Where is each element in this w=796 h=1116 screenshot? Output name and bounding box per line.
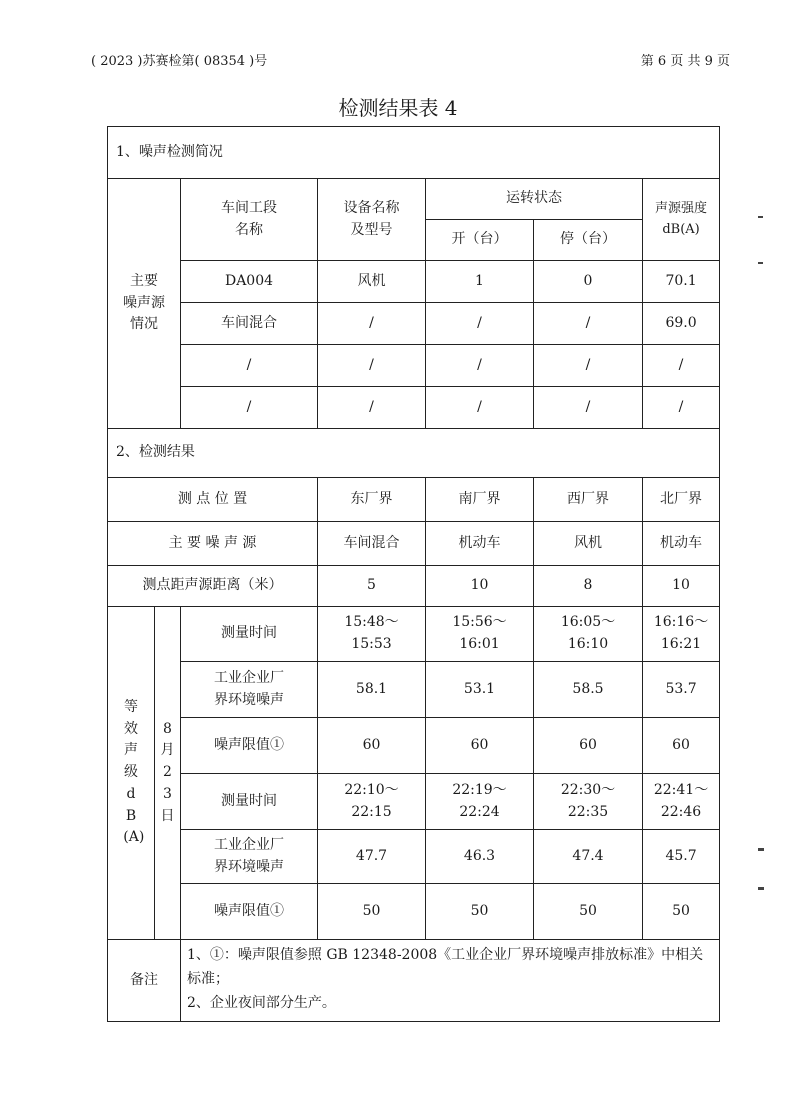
remark-line-1: 1、①：噪声限值参照 GB 12348-2008《工业企业厂界环境噪声排放标准》中相关标准； xyxy=(187,947,704,987)
point-east: 东厂界 xyxy=(318,478,426,522)
remarks-label: 备注 xyxy=(108,940,181,1022)
point-north: 北厂界 xyxy=(643,478,720,522)
night-limit-west: 50 xyxy=(534,884,643,940)
cell-workshop: / xyxy=(181,387,318,429)
cell-off: / xyxy=(534,303,643,345)
night-time-north: 22:41～ 22:46 xyxy=(643,774,720,830)
source-label: 主 要 噪 声 源 xyxy=(108,522,318,566)
col-device-name: 设备名称 及型号 xyxy=(318,179,426,261)
section2-heading: 2、检测结果 xyxy=(108,429,720,478)
page-title: 检测结果表 4 xyxy=(338,96,458,120)
cell-strength: 69.0 xyxy=(643,303,720,345)
cell-on: / xyxy=(426,345,534,387)
day-limit-west: 60 xyxy=(534,718,643,774)
cell-strength: / xyxy=(643,387,720,429)
day-limit-south: 60 xyxy=(426,718,534,774)
scan-speck xyxy=(758,216,763,218)
date-label: 8 月 23 日 xyxy=(155,607,181,940)
point-label: 测 点 位 置 xyxy=(108,478,318,522)
cell-device: 风机 xyxy=(318,261,426,303)
col-off: 停（台） xyxy=(534,220,643,261)
source-north: 机动车 xyxy=(643,522,720,566)
cell-on: 1 xyxy=(426,261,534,303)
day-noise-label: 工业企业厂 界环境噪声 xyxy=(181,662,318,718)
cell-strength: 70.1 xyxy=(643,261,720,303)
cell-device: / xyxy=(318,303,426,345)
night-limit-south: 50 xyxy=(426,884,534,940)
night-noise-east: 47.7 xyxy=(318,830,426,884)
night-limit-north: 50 xyxy=(643,884,720,940)
day-time-south: 15:56～ 16:01 xyxy=(426,607,534,662)
source-row xyxy=(108,345,720,387)
equivalent-level-label: 等 效 声 级 dB (A) xyxy=(108,607,155,940)
night-noise-south: 46.3 xyxy=(426,830,534,884)
col-on: 开（台） xyxy=(426,220,534,261)
results-table-frame xyxy=(107,126,719,1013)
point-south: 南厂界 xyxy=(426,478,534,522)
distance-west: 8 xyxy=(534,566,643,607)
distance-east: 5 xyxy=(318,566,426,607)
cell-on: / xyxy=(426,303,534,345)
cell-workshop: / xyxy=(181,345,318,387)
distance-north: 10 xyxy=(643,566,720,607)
distance-south: 10 xyxy=(426,566,534,607)
page-indicator: 第 6 页 共 9 页 xyxy=(640,54,730,69)
day-noise-east: 58.1 xyxy=(318,662,426,718)
results-table xyxy=(107,126,720,1022)
distance-label: 测点距声源距离（米） xyxy=(108,566,318,607)
day-limit-label: 噪声限值① xyxy=(181,718,318,774)
main-noise-source-label: 主要 噪声源 情况 xyxy=(108,179,181,429)
point-west: 西厂界 xyxy=(534,478,643,522)
night-limit-label: 噪声限值① xyxy=(181,884,318,940)
cell-on: / xyxy=(426,387,534,429)
col-workshop-name: 车间工段 名称 xyxy=(181,179,318,261)
cell-device: / xyxy=(318,387,426,429)
source-east: 车间混合 xyxy=(318,522,426,566)
cell-off: / xyxy=(534,387,643,429)
day-limit-east: 60 xyxy=(318,718,426,774)
night-noise-west: 47.4 xyxy=(534,830,643,884)
col-operating-status: 运转状态 xyxy=(426,179,643,220)
cell-workshop: DA004 xyxy=(181,261,318,303)
day-noise-west: 58.5 xyxy=(534,662,643,718)
day-limit-north: 60 xyxy=(643,718,720,774)
scan-speck xyxy=(758,848,764,851)
day-noise-south: 53.1 xyxy=(426,662,534,718)
night-time-south: 22:19～ 22:24 xyxy=(426,774,534,830)
scan-speck xyxy=(758,887,764,890)
cell-workshop: 车间混合 xyxy=(181,303,318,345)
section1-heading: 1、噪声检测简况 xyxy=(108,127,720,179)
cell-off: / xyxy=(534,345,643,387)
cell-device: / xyxy=(318,345,426,387)
source-row xyxy=(108,261,720,303)
source-west: 风机 xyxy=(534,522,643,566)
night-time-west: 22:30～ 22:35 xyxy=(534,774,643,830)
night-noise-north: 45.7 xyxy=(643,830,720,884)
source-south: 机动车 xyxy=(426,522,534,566)
night-time-label: 测量时间 xyxy=(181,774,318,830)
day-time-east: 15:48～ 15:53 xyxy=(318,607,426,662)
day-time-west: 16:05～ 16:10 xyxy=(534,607,643,662)
night-limit-east: 50 xyxy=(318,884,426,940)
source-row xyxy=(108,387,720,429)
remarks-content xyxy=(181,940,720,1022)
cell-strength: / xyxy=(643,345,720,387)
night-time-east: 22:10～ 22:15 xyxy=(318,774,426,830)
day-noise-north: 53.7 xyxy=(643,662,720,718)
day-time-north: 16:16～ 16:21 xyxy=(643,607,720,662)
report-number: ( 2023 )苏赛检第( 08354 )号 xyxy=(91,54,268,69)
source-row xyxy=(108,303,720,345)
night-noise-label: 工业企业厂 界环境噪声 xyxy=(181,830,318,884)
scan-speck xyxy=(758,262,763,264)
day-time-label: 测量时间 xyxy=(181,607,318,662)
remark-line-2: 2、企业夜间部分生产。 xyxy=(187,994,336,1011)
col-source-strength: 声源强度 dB(A) xyxy=(643,179,720,261)
cell-off: 0 xyxy=(534,261,643,303)
